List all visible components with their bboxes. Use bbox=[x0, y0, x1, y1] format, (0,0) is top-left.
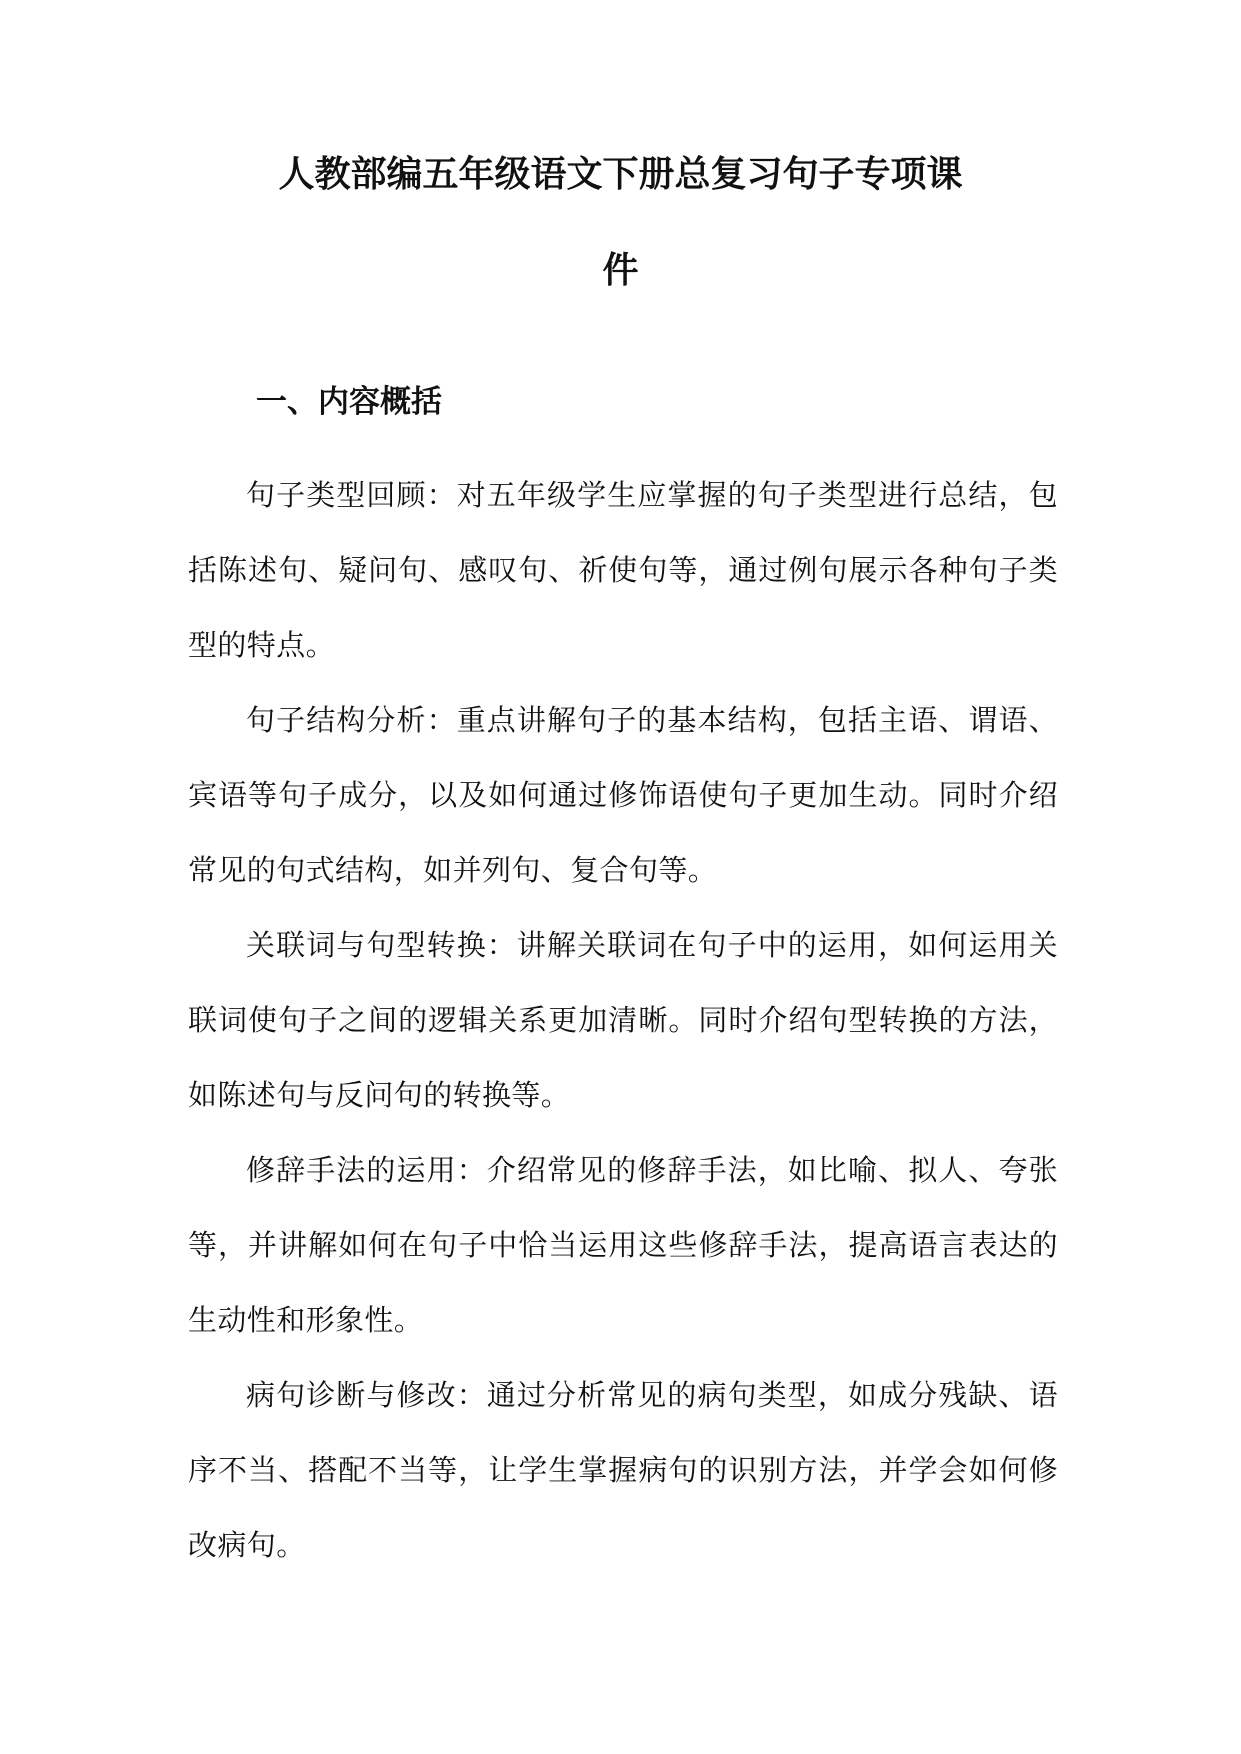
document-title-line-1: 人教部编五年级语文下册总复习句子专项课 bbox=[278, 153, 963, 195]
paragraph-faulty-sentences: 病句诊断与修改：通过分析常见的病句类型，如成分残缺、语序不当、搭配不当等，让学生掌握病句的识别方法，并学会如何修改病句。 bbox=[188, 1378, 1058, 1562]
paragraph-sentence-types: 句子类型回顾：对五年级学生应掌握的句子类型进行总结，包括陈述句、疑问句、感叹句、祈使句等，通过例句展示各种句子类型的特点。 bbox=[188, 478, 1058, 662]
section-body bbox=[188, 458, 1058, 1583]
paragraph-sentence-structure: 句子结构分析：重点讲解句子的基本结构，包括主语、谓语、宾语等句子成分，以及如何通过修饰语使句子更加生动。同时介绍常见的句式结构，如并列句、复合句等。 bbox=[188, 703, 1058, 887]
section-heading: 一、内容概括 bbox=[256, 384, 442, 420]
paragraph-conjunctions: 关联词与句型转换：讲解关联词在句子中的运用，如何运用关联词使句子之间的逻辑关系更加清晰。同时介绍句型转换的方法，如陈述句与反问句的转换等。 bbox=[188, 928, 1058, 1112]
document-title-line-2: 件 bbox=[602, 249, 639, 291]
paragraph-rhetoric: 修辞手法的运用：介绍常见的修辞手法，如比喻、拟人、夸张等，并讲解如何在句子中恰当运用这些修辞手法，提高语言表达的生动性和形象性。 bbox=[188, 1153, 1058, 1337]
